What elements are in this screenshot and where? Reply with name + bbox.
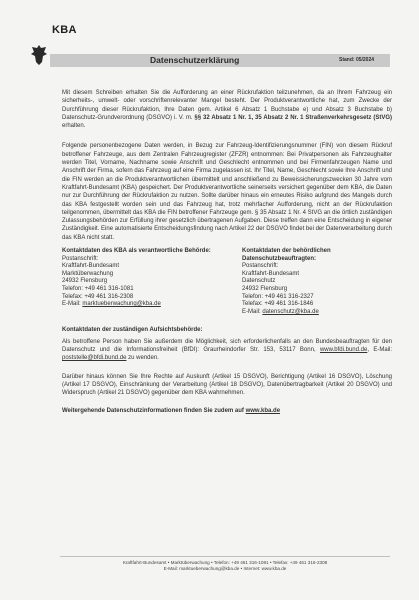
- footer-line: E-Mail: marktueberwachung@kba.de • Internet: www.kba.de: [163, 566, 287, 571]
- kba-email-link[interactable]: marktueberwachung@kba.de: [82, 301, 161, 308]
- kba-contact: [62, 248, 212, 316]
- contact-line: Kraftfahrt-Bundesamt: [242, 270, 300, 277]
- intro-tail: erhalten.: [62, 123, 86, 130]
- footer: [60, 560, 390, 572]
- intro-text: Mit diesem Schreiben erhalten Sie die Aufforderung an einer Rückrufaktion teilzunehmen, da an Ihrem Fahrzeug ein sicherheits-, umwelt- oder vorschriftenrelevanter Mangel besteht. Der Produktverantwortliche hat, zum Zwecke der Durchführung dieser Rückrufaktion, Ihre Daten gem. Artikel 6 Absatz 1 Buchstabe e) und Absatz 3 Buchstabe b) Datenschutz-Grundverordnung (DSGVO) i. V. m.: [62, 90, 392, 121]
- rights-paragraph: Darüber hinaus können Sie Ihre Rechte auf Auskunft (Artikel 15 DSGVO), Berichtigung (Artikel 16 DSGVO), Löschung (Artikel 17 DSGVO), Einschränkung der Verarbeitung (Artikel 18 DSGVO), Datenübertragbarkeit (Artikel 20 DSGVO) und Widerspruch (Artikel 21 DSGVO) gegenüber dem KBA wahrnehmen.: [62, 373, 392, 397]
- email-label: E-Mail:: [62, 301, 83, 308]
- contact-email-row: [242, 309, 392, 317]
- law-reference: §§ 32 Absatz 1 Nr. 1, 35 Absatz 2 Nr. 1 Straßenverkehrsgesetz (StVG): [194, 114, 393, 121]
- document-title: Datenschutzerklärung: [150, 55, 240, 65]
- contact-line: Telefon: +49 461 316-1081: [62, 286, 134, 293]
- contact-line: Telefax: +49 461 316-1846: [242, 301, 314, 308]
- bfdi-email-link[interactable]: poststelle@bfdi.bund.de: [62, 355, 127, 362]
- supervisory-tail: zu wenden.: [128, 355, 159, 362]
- contact-line: Datenschutz: [242, 278, 276, 285]
- supervisory-text: Als betroffene Person haben Sie außerdem die Möglichkeit, sich erforderlichenfalls an den Bundesbeauftragten für den Datenschutz und die Informationsfreiheit (BfDI): Graurheindorfer Str. 153, 53117 Bonn,: [62, 338, 392, 353]
- supervisory-title: Kontaktdaten der zuständigen Aufsichtsbehörde:: [62, 327, 203, 334]
- footer-line: Kraftfahrt-Bundesamt • Marktüberwachung • Telefon: +49 461 316-1081 • Telefax: +49 461 316-2308: [122, 560, 328, 565]
- contact-line: Postanschrift:: [242, 263, 279, 270]
- dpo-contact-title: Kontaktdaten der behördlichen Datenschutzbeauftragten:: [242, 248, 331, 262]
- contact-email-row: [62, 301, 212, 309]
- intro-paragraph: [62, 89, 392, 130]
- supervisory-email-label: , E-Mail:: [367, 346, 392, 353]
- contact-line: Kraftfahrt-Bundesamt: [62, 263, 120, 270]
- dpo-email-link[interactable]: datenschutz@kba.de: [262, 308, 319, 315]
- dpo-contact: [242, 248, 392, 316]
- contact-line: 24932 Flensburg: [62, 278, 108, 285]
- contact-line: 24932 Flensburg: [242, 286, 288, 293]
- document-body: [62, 89, 392, 416]
- federal-eagle-icon: [30, 44, 48, 66]
- contact-line: Telefax: +49 461 316-2308: [62, 293, 134, 300]
- contact-line: Marktüberwachung: [62, 270, 114, 277]
- contact-line: Telefon: +49 461 316-2327: [242, 293, 314, 300]
- bfdi-web-link[interactable]: www.bfdi.bund.de: [319, 346, 368, 353]
- email-label: E-Mail:: [242, 308, 263, 315]
- supervisory-paragraph: [62, 338, 392, 363]
- footer-divider: [60, 556, 390, 557]
- contact-block: [62, 248, 392, 316]
- kba-logo: KBA: [52, 24, 77, 36]
- further-info: [62, 407, 392, 415]
- document-date: Stand: 05/2024: [339, 57, 375, 63]
- kba-contact-title: Kontaktdaten des KBA als verantwortliche Behörde:: [62, 248, 211, 255]
- further-text: Weitergehende Datenschutzinformationen finden Sie zudem auf: [62, 408, 244, 415]
- contact-line: Postanschrift:: [62, 255, 99, 262]
- kba-web-link[interactable]: www.kba.de: [245, 408, 281, 415]
- data-paragraph: Folgende personenbezogene Daten werden, in Bezug zur Fahrzeug-Identifizierungsnummer (FIN) von diesem Rückruf betroffener Fahrzeuge, aus dem Zentralen Fahrzeugregister (ZFZR) entnommen: Bei Privatpersonen als Fahrzeughalter werden Titel, Vorname, Nachname sowie Anschrift und Geschlecht entnommen und bei Firmenfahrzeugen Name und Anschrift der Firma, sofern das Fahrzeug auf eine Firma zugelassen ist. Ihr Titel, Name, Geschlecht sowie Ihre Anschrift und die FIN werden an die Produktverantwortlichen übermittelt und anschließend zu Beweissicherungszwecken 30 Jahre vom Kraftfahrt-Bundesamt (KBA) gespeichert. Der Produktverantwortliche seinerseits versichert gegenüber dem KBA, die Daten nur zur Durchführung der Rückrufaktion zu nutzen. Sollte darüber hinaus ein erneutes Risiko aufgrund des Mangels durch das KBA festgestellt worden sein und das Fahrzeug hat, trotz mehrfacher Aufforderung, nicht an der Rückrufaktion teilgenommen, übermittelt das KBA die FIN betroffener Fahrzeuge gem. § 35 Absatz 1 Nr. 4 StVG an die örtlich zuständigen Zulassungsbehörden zur Erfüllung ihrer gesetzlich übertragenen Aufgaben. Diese treffen dann eine Entscheidung in eigener Zuständigkeit. Eine automatisierte Entscheidungsfindung nach Artikel 22 der DSGVO findet bei der Datenverarbeitung durch das KBA nicht statt.: [62, 143, 392, 241]
